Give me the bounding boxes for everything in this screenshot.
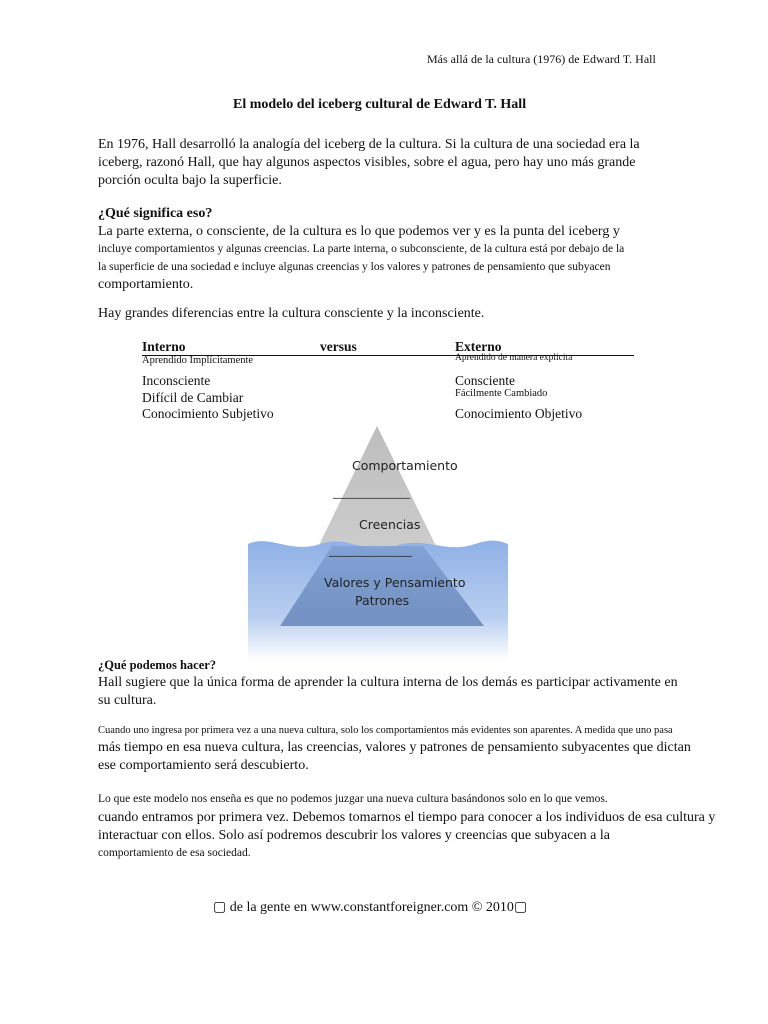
level-divider: ______________ <box>333 486 410 499</box>
conclusion-line: interactuar con ellos. Solo así podremos descubrir los valores y creencias que subyacen a la <box>98 827 610 843</box>
running-header: Más allá de la cultura (1976) de Edward T. Hall <box>427 52 656 66</box>
patterns-label: Patrones <box>355 593 410 608</box>
beliefs-label: Creencias <box>359 517 421 532</box>
conclusion-line: comportamiento de esa sociedad. <box>98 846 251 859</box>
meaning-line: La parte externa, o consciente, de la cultura es lo que podemos ver y es la punta del iceberg y <box>98 224 620 239</box>
conclusion-paragraph <box>98 791 716 862</box>
intro-line: porción oculta bajo la superficie. <box>98 173 282 188</box>
what-to-do-line: Hall sugiere que la única forma de aprender la cultura interna de los demás es participar activamente en <box>98 675 678 690</box>
meaning-section <box>98 205 678 294</box>
missing-glyph-icon: ▢ <box>213 900 227 915</box>
intro-paragraph <box>98 136 678 190</box>
entering-culture-paragraph <box>98 723 691 775</box>
values-label: Valores y Pensamiento <box>324 575 466 590</box>
iceberg-diagram <box>240 420 515 670</box>
meaning-line: comportamiento. <box>98 277 194 292</box>
internal-trait: Difícil de Cambiar <box>142 390 244 405</box>
missing-glyph-icon: ▢ <box>513 900 528 915</box>
internal-trait: Conocimiento Subjetivo <box>142 406 274 421</box>
external-trait: Aprendido de manera explícita <box>455 353 573 363</box>
level-divider: _______________ <box>329 544 412 557</box>
section-heading: ¿Qué significa eso? <box>98 206 213 221</box>
intro-line: iceberg, razonó Hall, que hay algunos aspectos visibles, sobre el agua, pero hay uno más grande <box>98 155 636 170</box>
interno-header: Interno <box>142 339 186 354</box>
conclusion-line: cuando entramos por primera vez. Debemos tomarnos el tiempo para conocer a los individuos de esa cultura y <box>98 809 716 825</box>
external-trait: Fácilmente Cambiado <box>455 388 548 399</box>
conclusion-line: Lo que este modelo nos enseña es que no podemos juzgar una nueva cultura basándonos solo en lo que vemos. <box>98 793 608 805</box>
externo-header: Externo <box>455 339 502 354</box>
intro-line: En 1976, Hall desarrolló la analogía del iceberg de la cultura. Si la cultura de una sociedad era la <box>98 137 640 152</box>
external-trait: Conocimiento Objetivo <box>455 406 583 421</box>
internal-trait: Inconsciente <box>142 373 211 388</box>
what-to-do-line: su cultura. <box>98 693 157 708</box>
differences-text: Hay grandes diferencias entre la cultura consciente y la inconsciente. <box>98 306 485 321</box>
entering-line: más tiempo en esa nueva cultura, las creencias, valores y patrones de pensamiento subyacentes que dictan <box>98 740 691 755</box>
versus-header: versus <box>320 339 357 354</box>
what-to-do-section <box>98 657 678 710</box>
meaning-line: incluye comportamientos y algunas creencias. La parte interna, o subconsciente, de la cultura está por debajo de la <box>98 243 625 255</box>
document-title: El modelo del iceberg cultural de Edward T. Hall <box>233 97 527 112</box>
section-heading: ¿Qué podemos hacer? <box>98 658 217 672</box>
footer-credit <box>213 899 527 916</box>
meaning-line: la superficie de una sociedad e incluye algunas creencias y los valores y patrones de pensamiento que subyacen <box>98 260 611 273</box>
external-trait: Consciente <box>455 373 515 388</box>
entering-line: Cuando uno ingresa por primera vez a una nueva cultura, solo los comportamientos más evidentes son aparentes. A medida que uno pasa <box>98 725 673 736</box>
entering-line: ese comportamiento será descubierto. <box>98 758 309 773</box>
footer-text: de la gente en www.constantforeigner.com © 2010 <box>226 900 514 915</box>
behavior-label: Comportamiento <box>352 458 458 473</box>
internal-trait: Aprendido Implícitamente <box>142 355 254 366</box>
